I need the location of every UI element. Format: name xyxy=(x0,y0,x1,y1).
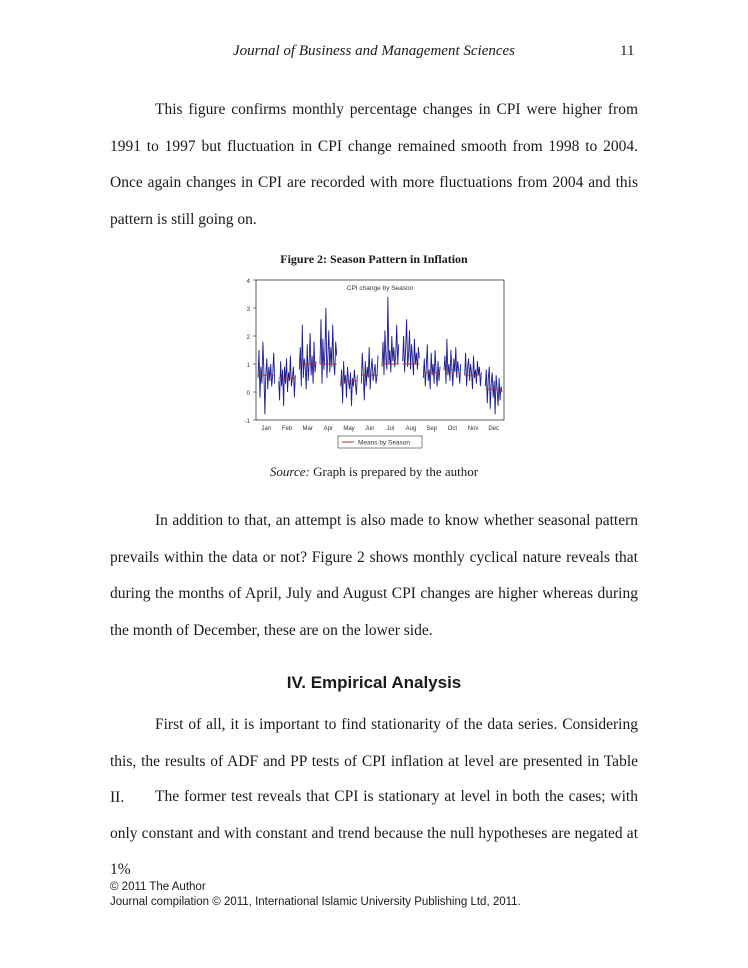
x-tick-label: Apr xyxy=(323,426,334,432)
page-number: 11 xyxy=(620,43,635,59)
plot-frame xyxy=(256,280,504,420)
y-tick-label: 3 xyxy=(246,307,250,313)
x-tick-label: Dec xyxy=(488,426,500,432)
x-tick-label: Oct xyxy=(447,426,458,432)
footer-journal: Journal compilation © 2011, International Islamic University Publishing Ltd, 2011. xyxy=(110,896,521,908)
x-tick-label: Jun xyxy=(364,426,375,432)
y-tick-label: -1 xyxy=(244,419,250,425)
x-tick-label: Mar xyxy=(302,426,313,432)
paragraph-2: In addition to that, an attempt is also made to know whether seasonal pattern prevails within the data or not? Figure 2 shows monthly cyclical nature reveals that during the months of April, July and August CPI changes are higher whereas during the month of December, these are on the lower side. xyxy=(110,512,638,639)
figure-caption xyxy=(0,464,748,480)
footer-copyright: © 2011 The Author xyxy=(110,881,206,893)
x-tick-label: Feb xyxy=(281,426,293,432)
caption-source-label: Source: xyxy=(269,464,310,479)
x-tick-label: Aug xyxy=(405,426,417,432)
y-tick-label: 2 xyxy=(246,335,250,341)
y-tick-label: 1 xyxy=(246,363,250,369)
paragraph-3: First of all, it is important to find stationarity of the data series. Considering this, the results of ADF and PP tests of CPI inflation at level are presented in Table II. xyxy=(110,716,638,806)
chart-title: CPI change by Season xyxy=(346,285,414,292)
section-heading: IV. Empirical Analysis xyxy=(286,673,462,692)
season-chart xyxy=(236,274,514,458)
x-tick-label: Jan xyxy=(261,426,272,432)
figure-title: Figure 2: Season Pattern in Inflation xyxy=(280,252,468,266)
caption-text: Graph is prepared by the author xyxy=(309,464,479,479)
x-tick-label: May xyxy=(343,426,355,432)
paragraph-4: The former test reveals that CPI is stationary at level in both the cases; with only constant and with constant and trend because the null hypotheses are negated at 1% xyxy=(110,788,638,878)
chart-svg xyxy=(236,274,514,458)
paragraph-1: This figure confirms monthly percentage changes in CPI were higher from 1991 to 1997 but fluctuation in CPI change remained smooth from 1998 to 2004. Once again changes in CPI are recorded with more fluctuations from 2004 and this pattern is still going on. xyxy=(110,101,638,228)
y-tick-label: 0 xyxy=(246,391,250,397)
x-tick-label: Nov xyxy=(467,426,479,432)
legend-label: Means by Season xyxy=(358,439,411,447)
x-tick-label: Sep xyxy=(426,426,438,432)
x-tick-label: Jul xyxy=(386,426,395,432)
y-tick-label: 4 xyxy=(246,279,250,285)
journal-title: Journal of Business and Management Sciences xyxy=(232,43,516,59)
